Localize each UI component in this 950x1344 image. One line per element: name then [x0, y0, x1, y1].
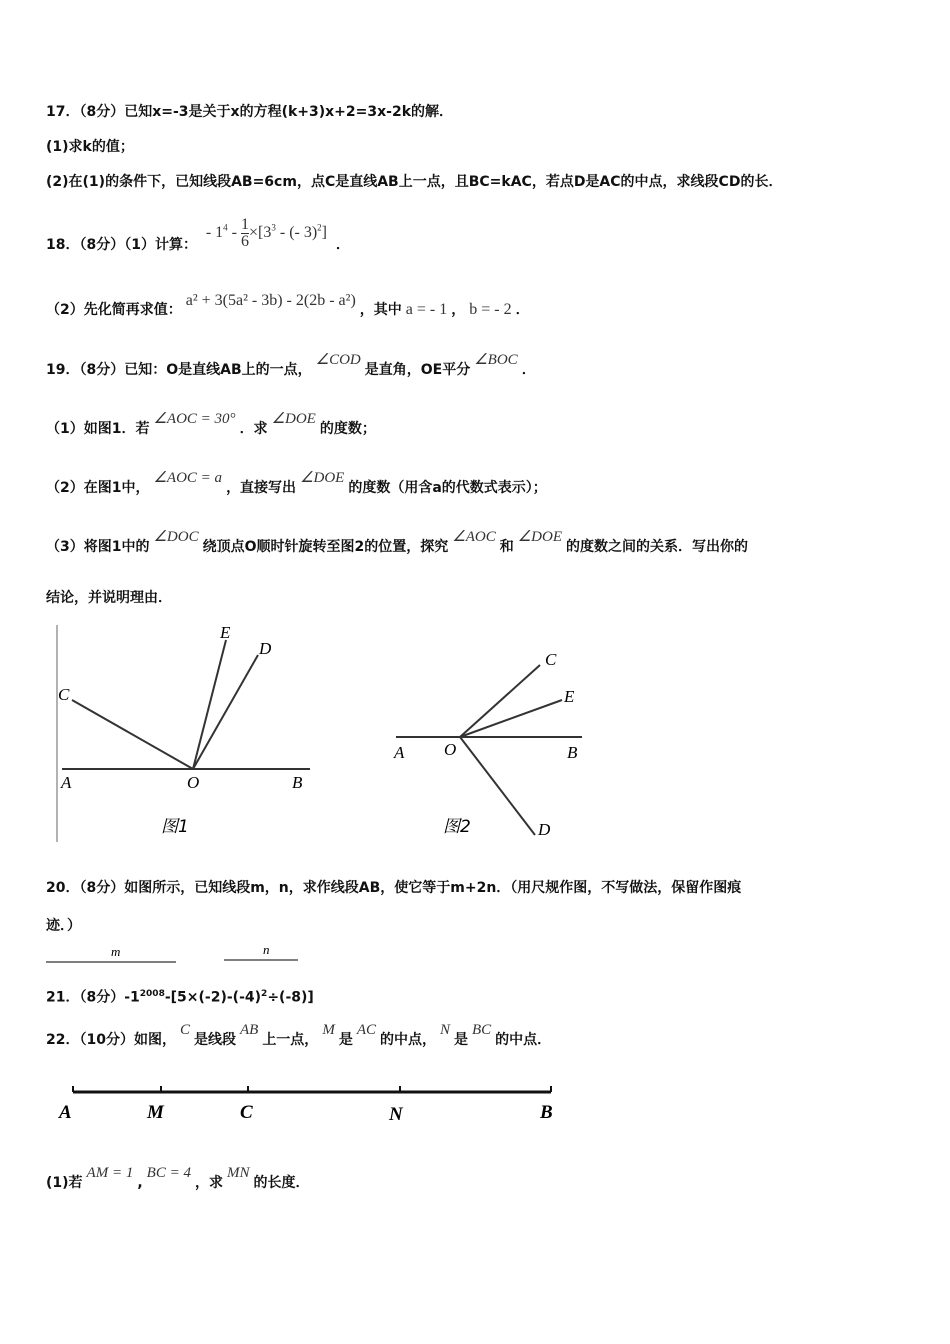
q22-p1-am: AM = 1 — [86, 1165, 134, 1181]
fig2-label-d: D — [538, 820, 551, 839]
fig1-label-d: D — [259, 639, 272, 658]
q19-p3-mid2: 和 — [499, 539, 514, 555]
expr-d-sup: 2 — [317, 222, 322, 233]
q18-part1-lead: 18．（8分）（1）计算： — [46, 237, 197, 254]
q22-t5: 是 — [454, 1032, 468, 1048]
q18-part2 — [46, 292, 530, 320]
value-a: a = - 1 — [405, 301, 448, 318]
q22-t6: 的中点． — [495, 1032, 552, 1048]
q19-part1 — [46, 411, 376, 439]
figure-1 — [50, 620, 340, 845]
expr-e: ] — [321, 224, 327, 242]
q19-p1-expr: ∠AOC = 30° — [153, 411, 236, 427]
angle-cod: ∠COD — [315, 352, 361, 368]
q19-p3-lead: （3）将图1中的 — [46, 539, 150, 555]
q19-lead: 19．（8分）已知：O是直线AB上的一点， — [46, 362, 312, 378]
q20-cont: 迹．） — [46, 918, 81, 934]
q19-p2-mid: ，直接写出 — [226, 480, 297, 496]
q22-p1-mid: ，求 — [194, 1175, 223, 1191]
q19-p2-lead: （2）在图1中， — [46, 480, 150, 496]
q19-part3-cont: 结论，并说明理由． — [46, 590, 172, 606]
q17-part2: (2)在(1)的条件下，已知线段AB=6cm，点C是直线AB上一点，且BC=kAC，若点D是AC的中点，求线段CD的长． — [46, 174, 783, 190]
q19-part3 — [46, 529, 748, 557]
q22-m: M — [322, 1022, 335, 1038]
q21-sup1: 2008 — [139, 989, 165, 999]
fig1-label-o: O — [187, 773, 200, 792]
figure-2 — [390, 645, 590, 845]
q20-text: 20．（8分）如图所示，已知线段m，n，求作线段AB，使它等于m+2n．（用尺规作图，不写做法，保留作图痕 — [46, 880, 742, 896]
q22-t1: 是线段 — [193, 1032, 236, 1048]
q19-p3-end: 的度数之间的关系．写出你的 — [566, 539, 748, 555]
q22-p1-sep: , — [137, 1175, 143, 1191]
fraction-den: 6 — [241, 233, 249, 250]
fraction — [241, 217, 249, 250]
q21-lead: 21．（8分）-1 — [46, 989, 140, 1006]
fig1-label-c: C — [58, 685, 70, 704]
angle-boc: ∠BOC — [474, 352, 518, 368]
q19-mid: 是直角，OE平分 — [364, 362, 471, 378]
fig1-label-b: B — [292, 773, 303, 792]
fig2-ray-oe — [460, 700, 562, 737]
q22-p1-mn: MN — [226, 1165, 250, 1181]
q20-segments — [44, 942, 304, 966]
point-c-label: C — [240, 1102, 253, 1123]
q22-n: N — [439, 1022, 450, 1038]
q19-p1-mid: ．求 — [239, 421, 268, 437]
q19-p3-mid1: 绕顶点O顺时针旋转至图2的位置，探究 — [202, 539, 449, 555]
fraction-num: 1 — [241, 216, 249, 233]
q22-bc: BC — [472, 1022, 492, 1038]
q17-part1: (1)求k的值； — [46, 139, 134, 155]
fig2-label-c: C — [545, 650, 557, 669]
q21-text — [46, 984, 314, 1008]
q19-p2-angle: ∠DOE — [300, 470, 345, 486]
fig2-label-o: O — [444, 740, 457, 759]
q19-p2-end: 的度数（用含a的代数式表示）； — [348, 480, 547, 496]
segment-m-label: m — [111, 944, 121, 959]
fig1-ray-oc — [72, 700, 193, 769]
point-a-label: A — [59, 1102, 72, 1123]
q22-p1-lead: (1)若 — [46, 1175, 83, 1191]
q22-t2: 上一点， — [262, 1032, 319, 1048]
segment-n-label: n — [263, 942, 270, 957]
q18-part2-end: ． — [515, 302, 530, 318]
q18-part2-lead: （2）先化简再求值： — [46, 302, 182, 318]
fig1-ray-oe — [193, 640, 226, 769]
q19-p2-expr: ∠AOC = a — [153, 470, 223, 486]
fig1-label-a: A — [61, 773, 72, 792]
value-b: b = - 2 — [469, 301, 512, 318]
point-n-label: N — [389, 1104, 403, 1125]
q19-p1-end: 的度数； — [319, 421, 376, 437]
expr-a: - 1 — [205, 224, 224, 242]
fig2-label-e: E — [564, 687, 575, 706]
q22-ab: AB — [239, 1022, 259, 1038]
q21-mid: -[5×(-2)-(-4) — [164, 989, 262, 1006]
expr-b: - — [227, 224, 241, 242]
q19-p3-angle-aoc: ∠AOC — [452, 529, 496, 545]
fig2-caption: 图2 — [443, 817, 471, 837]
q22-c: C — [179, 1022, 190, 1038]
q18-part2-mid: ，其中 — [359, 302, 402, 318]
fig1-caption: 图1 — [161, 817, 189, 837]
q22-segment-figure — [55, 1078, 565, 1128]
q18-expression — [202, 216, 331, 250]
q17-title: 17．（8分）已知x=-3是关于x的方程(k+3)x+2=3x-2k的解． — [46, 104, 454, 120]
q19-end: ． — [521, 362, 536, 378]
fig2-label-a: A — [394, 743, 405, 762]
expr-a-sup: 4 — [223, 222, 228, 233]
q22-lead: 22．（10分）如图， — [46, 1032, 176, 1048]
point-m-label: M — [147, 1102, 164, 1123]
q22-p1-bc: BC = 4 — [146, 1165, 191, 1181]
fig1-label-e: E — [220, 623, 231, 642]
q19-p1-angle: ∠DOE — [271, 411, 316, 427]
q19-p3-angle-doc: ∠DOC — [153, 529, 199, 545]
expr-d: - (- 3) — [275, 224, 318, 242]
q19-p3-angle-doe: ∠DOE — [517, 529, 562, 545]
q22-p1-end: 的长度． — [253, 1175, 310, 1191]
q18-part1-end: ． — [335, 237, 350, 254]
expr-c: ×[3 — [249, 224, 272, 242]
q19-title — [46, 352, 536, 380]
q22-part1 — [46, 1165, 310, 1193]
q21-end: ÷(-8)] — [267, 989, 314, 1006]
q22-ac: AC — [356, 1022, 376, 1038]
point-b-label: B — [540, 1102, 553, 1123]
q19-p1-lead: （1）如图1．若 — [46, 421, 150, 437]
q22-t3: 是 — [338, 1032, 353, 1048]
q22-t4: 的中点， — [379, 1032, 436, 1048]
fig2-label-b: B — [567, 743, 578, 762]
separator: ， — [451, 302, 466, 318]
q21-sup2: 2 — [261, 989, 268, 999]
q18-part2-expression: a² + 3(5a² - 3b) - 2(2b - a²) — [185, 292, 356, 309]
fig2-ray-oc — [460, 665, 540, 737]
fig2-ray-od — [460, 737, 535, 835]
q18-part1 — [46, 216, 350, 262]
q19-part2 — [46, 470, 547, 498]
fig1-ray-od — [193, 655, 258, 769]
q22-title — [46, 1022, 552, 1050]
expr-c-sup: 3 — [271, 222, 276, 233]
